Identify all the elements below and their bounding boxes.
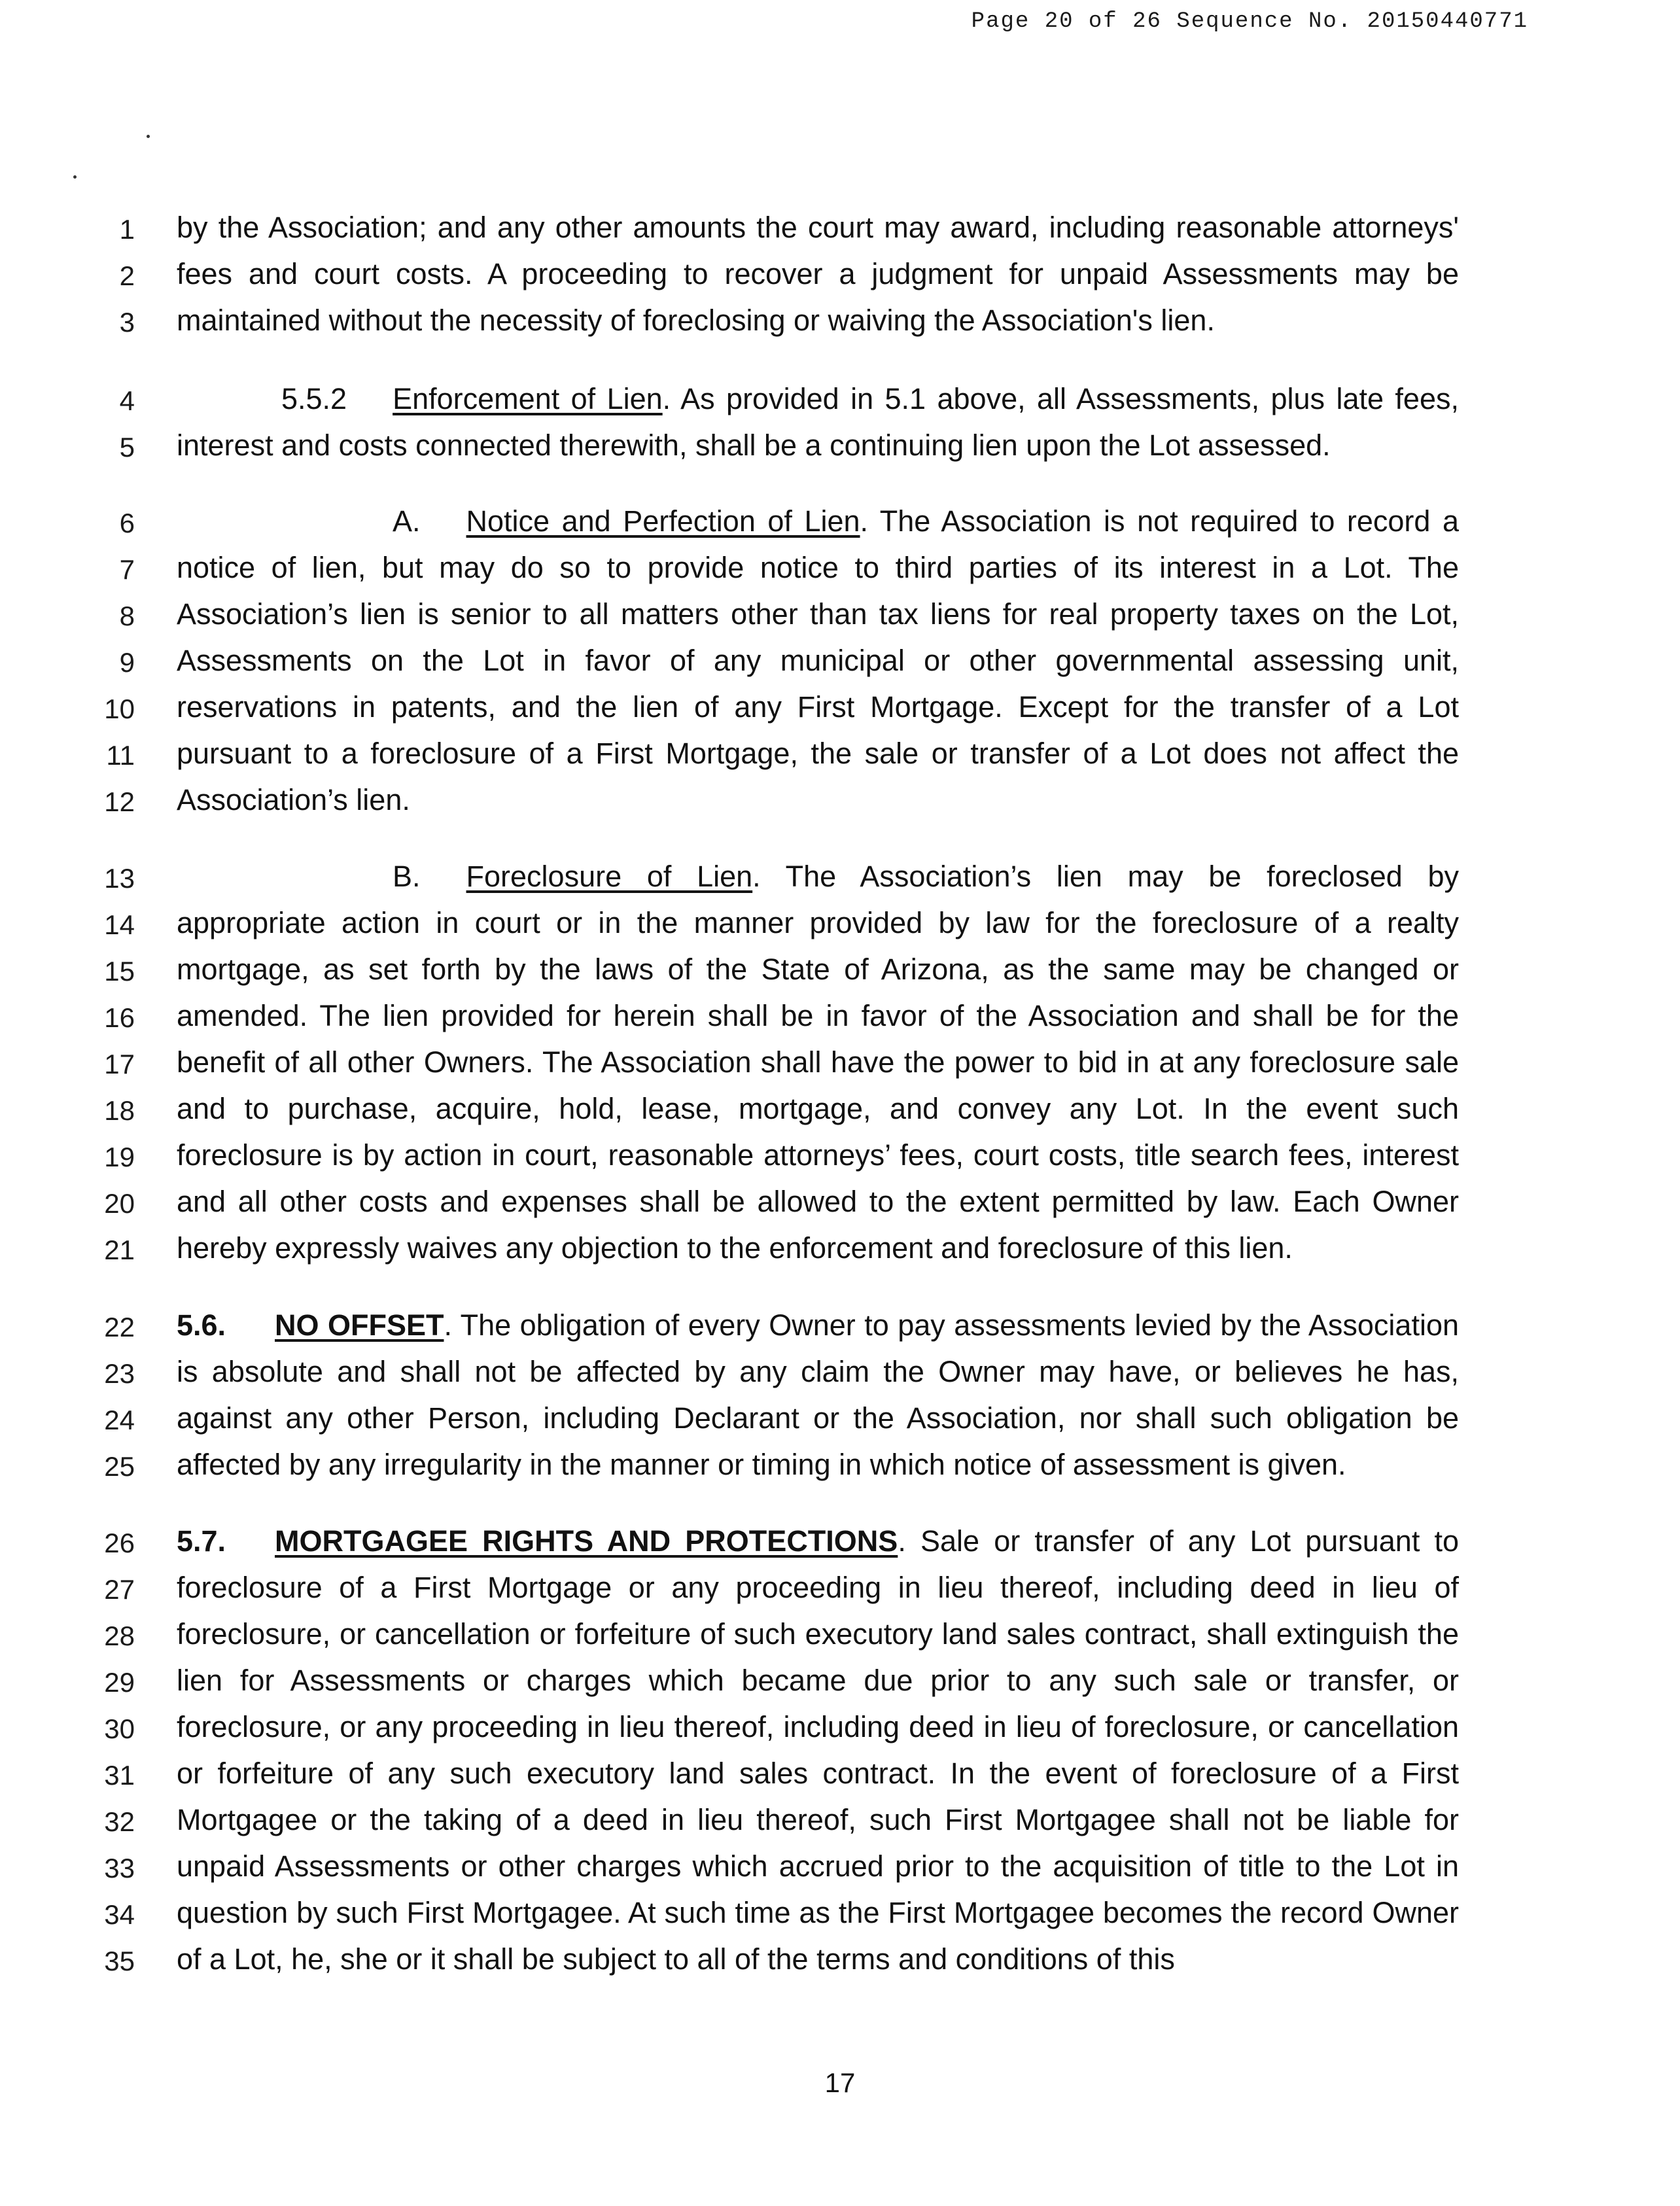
section-title: Notice and Perfection of Lien xyxy=(466,504,860,538)
paragraph-5-6 xyxy=(177,1302,1459,1488)
line-number: 26 xyxy=(104,1528,135,1558)
line-number: 22 xyxy=(104,1312,135,1342)
section-title: MORTGAGEE RIGHTS AND PROTECTIONS xyxy=(275,1524,898,1558)
line-number: 4 xyxy=(119,385,135,416)
line-number: 14 xyxy=(104,909,135,940)
line-number: 10 xyxy=(104,693,135,724)
scan-speck xyxy=(73,175,77,179)
line-number: 25 xyxy=(104,1451,135,1482)
section-title: NO OFFSET xyxy=(275,1308,444,1342)
line-number: 8 xyxy=(119,601,135,631)
paragraph-5-7 xyxy=(177,1518,1459,1982)
page-number: 17 xyxy=(824,2067,856,2098)
line-number: 7 xyxy=(119,554,135,585)
paragraph-text: by the Association; and any other amounts the court may award, including reasonable attorneys' fees and court costs. A proceeding to recover a judgment for unpaid Assessments may be maintained without the necessity of foreclosing or waiving the Association's lien. xyxy=(177,211,1459,337)
line-number: 16 xyxy=(104,1002,135,1033)
paragraph-a xyxy=(177,498,1459,823)
paragraph-b xyxy=(177,853,1459,1271)
paragraph-text: . As provided in 5.1 above, all Assessments, plus late fees, interest and costs connected therewith, shall be a continuing lien upon the Lot assessed. xyxy=(177,382,1459,462)
line-number: 13 xyxy=(104,863,135,894)
line-number: 29 xyxy=(104,1667,135,1698)
line-number: 1 xyxy=(119,214,135,245)
line-number: 35 xyxy=(104,1946,135,1976)
paragraph-text: . Sale or transfer of any Lot pursuant to foreclosure of a First Mortgage or any proceeding in lieu thereof, including deed in lieu of foreclosure, or cancellation or forfeiture of such executory land sales contract, shall extinguish the lien for Assessments or charges which became due prior to any such sale or transfer, or foreclosure, or any proceeding in lieu thereof, including deed in lieu of foreclosure, or cancellation or forfeiture of any such executory land sales contract. In the event of foreclosure of a First Mortgagee or the taking of a deed in lieu thereof, such First Mortgagee shall not be liable for unpaid Assessments or other charges which accrued prior to the acquisition of title to the Lot in question by such First Mortgagee. At such time as the First Mortgagee becomes the record Owner of a Lot, he, she or it shall be subject to all of the terms and conditions of this xyxy=(177,1524,1460,1976)
line-number: 18 xyxy=(104,1095,135,1126)
line-number: 33 xyxy=(104,1853,135,1883)
subsection-label: A. xyxy=(393,504,421,538)
line-number: 15 xyxy=(104,956,135,987)
line-number: 21 xyxy=(104,1234,135,1265)
line-number: 28 xyxy=(104,1620,135,1651)
paragraph-continuation xyxy=(177,204,1459,343)
line-number: 23 xyxy=(104,1358,135,1389)
scan-speck xyxy=(147,135,150,138)
line-number: 20 xyxy=(104,1188,135,1219)
line-number: 5 xyxy=(119,432,135,463)
page-header: Page 20 of 26 Sequence No. 20150440771 xyxy=(971,9,1528,34)
line-number: 24 xyxy=(104,1405,135,1435)
section-number: 5.7. xyxy=(177,1524,226,1558)
line-number: 2 xyxy=(119,260,135,291)
paragraph-text: . The Association is not required to record a notice of lien, but may do so to provide notice to third parties of its interest in a Lot. The Association’s lien is senior to all matters other than tax liens for real property taxes on the Lot, Assessments on the Lot in favor of any municipal or other governmental assessing unit, reservations in patents, and the lien of any First Mortgage. Except for the transfer of a Lot pursuant to a foreclosure of a First Mortgage, the sale or transfer of a Lot does not affect the Association’s lien. xyxy=(177,504,1459,816)
paragraph-text: . The Association’s lien may be foreclosed by appropriate action in court or in the manner provided by law for the foreclosure of a realty mortgage, as set forth by the laws of the State of Arizona, as the same may be changed or amended. The lien provided for herein shall be in favor of the Association and shall be for the benefit of all other Owners. The Association shall have the power to bid in at any foreclosure sale and to purchase, acquire, hold, lease, mortgage, and convey any Lot. In the event such foreclosure is by action in court, reasonable attorneys’ fees, court costs, title search fees, interest and all other costs and expenses shall be allowed to the extent permitted by law. Each Owner hereby expressly waives any objection to the enforcement and foreclosure of this lien. xyxy=(177,860,1459,1265)
line-number: 12 xyxy=(104,786,135,817)
line-number: 27 xyxy=(104,1574,135,1605)
line-number: 11 xyxy=(106,740,135,771)
line-number: 34 xyxy=(104,1899,135,1930)
line-number: 31 xyxy=(104,1760,135,1791)
line-number: 3 xyxy=(119,307,135,338)
section-number: 5.6. xyxy=(177,1308,226,1342)
line-number: 32 xyxy=(104,1806,135,1837)
section-number: 5.5.2 xyxy=(281,382,347,415)
line-number: 30 xyxy=(104,1713,135,1744)
paragraph-5-5-2 xyxy=(177,376,1459,468)
line-number: 6 xyxy=(119,508,135,538)
line-number: 19 xyxy=(104,1142,135,1172)
line-number: 9 xyxy=(119,647,135,678)
line-number: 17 xyxy=(104,1049,135,1079)
subsection-label: B. xyxy=(393,860,421,893)
paragraph-text: . The obligation of every Owner to pay assessments levied by the Association is absolute and shall not be affected by any claim the Owner may have, or believes he has, against any other Person, including Declarant or the Association, nor shall such obligation be affected by any irregularity in the manner or timing in which notice of assessment is given. xyxy=(177,1308,1460,1481)
section-title: Foreclosure of Lien xyxy=(466,860,753,893)
section-title: Enforcement of Lien xyxy=(393,382,663,415)
